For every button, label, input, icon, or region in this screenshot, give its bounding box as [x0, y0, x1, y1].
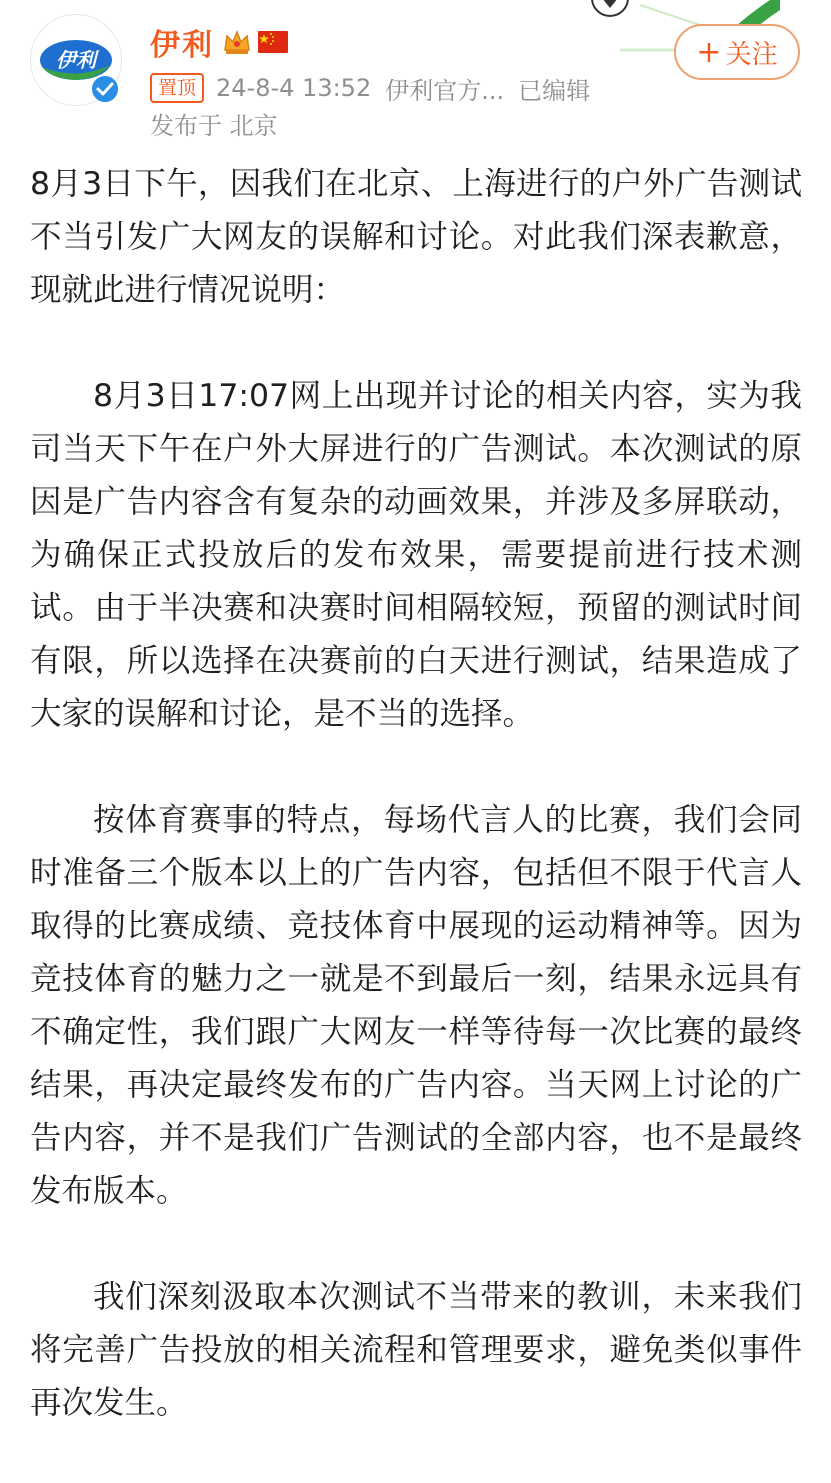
post-header — [0, 0, 831, 150]
china-flag-icon — [258, 31, 288, 53]
avatar-logo-text: 伊利 — [56, 48, 96, 72]
crown-icon — [222, 28, 252, 56]
post-source[interactable]: 伊利官方... — [385, 76, 505, 105]
post-body — [30, 158, 802, 1483]
author-row — [150, 20, 288, 64]
follow-button[interactable] — [674, 24, 800, 80]
post-location: 发布于 北京 — [150, 112, 278, 140]
post-timestamp: 24-8-4 13:52 — [216, 74, 372, 102]
edited-label[interactable]: 已编辑 — [518, 76, 591, 105]
post-paragraph: 8月3日17:07网上出现并讨论的相关内容，实为我司当天下午在户外大屏进行的广告测试。本次测试的原因是广告内容含有复杂的动画效果，并涉及多屏联动，为确保正式投放后的发布效果，需要提前进行技术测试。由于半决赛和决赛时间相隔较短，预留的测试时间有限，所以选择在决赛前的白天进行测试，结果造成了大家的误解和讨论，是不当的选择。 — [30, 378, 802, 732]
post-paragraph: 我们深刻汲取本次测试不当带来的教训，未来我们将完善广告投放的相关流程和管理要求，避免类似事件再次发生。 — [30, 1279, 802, 1421]
author-name[interactable]: 伊利 — [150, 28, 214, 63]
post-paragraph: 按体育赛事的特点，每场代言人的比赛，我们会同时准备三个版本以上的广告内容，包括但不限于代言人取得的比赛成绩、竞技体育中展现的运动精神等。因为竞技体育的魅力之一就是不到最后一刻，结果永远具有不确定性，我们跟广大网友一样等待每一次比赛的最终结果，再决定最终发布的广告内容。当天网上讨论的广告内容，并不是我们广告测试的全部内容，也不是最终发布版本。 — [30, 802, 802, 1209]
post-meta — [150, 70, 590, 106]
pinned-badge: 置顶 — [150, 73, 204, 103]
follow-label: 关注 — [725, 39, 778, 70]
post-paragraph: 8月3日下午，因我们在北京、上海进行的户外广告测试不当引发广大网友的误解和讨论。对此我们深表歉意，现就此进行情况说明： — [30, 166, 802, 308]
verified-badge-icon — [90, 74, 120, 104]
plus-icon: + — [696, 34, 722, 70]
